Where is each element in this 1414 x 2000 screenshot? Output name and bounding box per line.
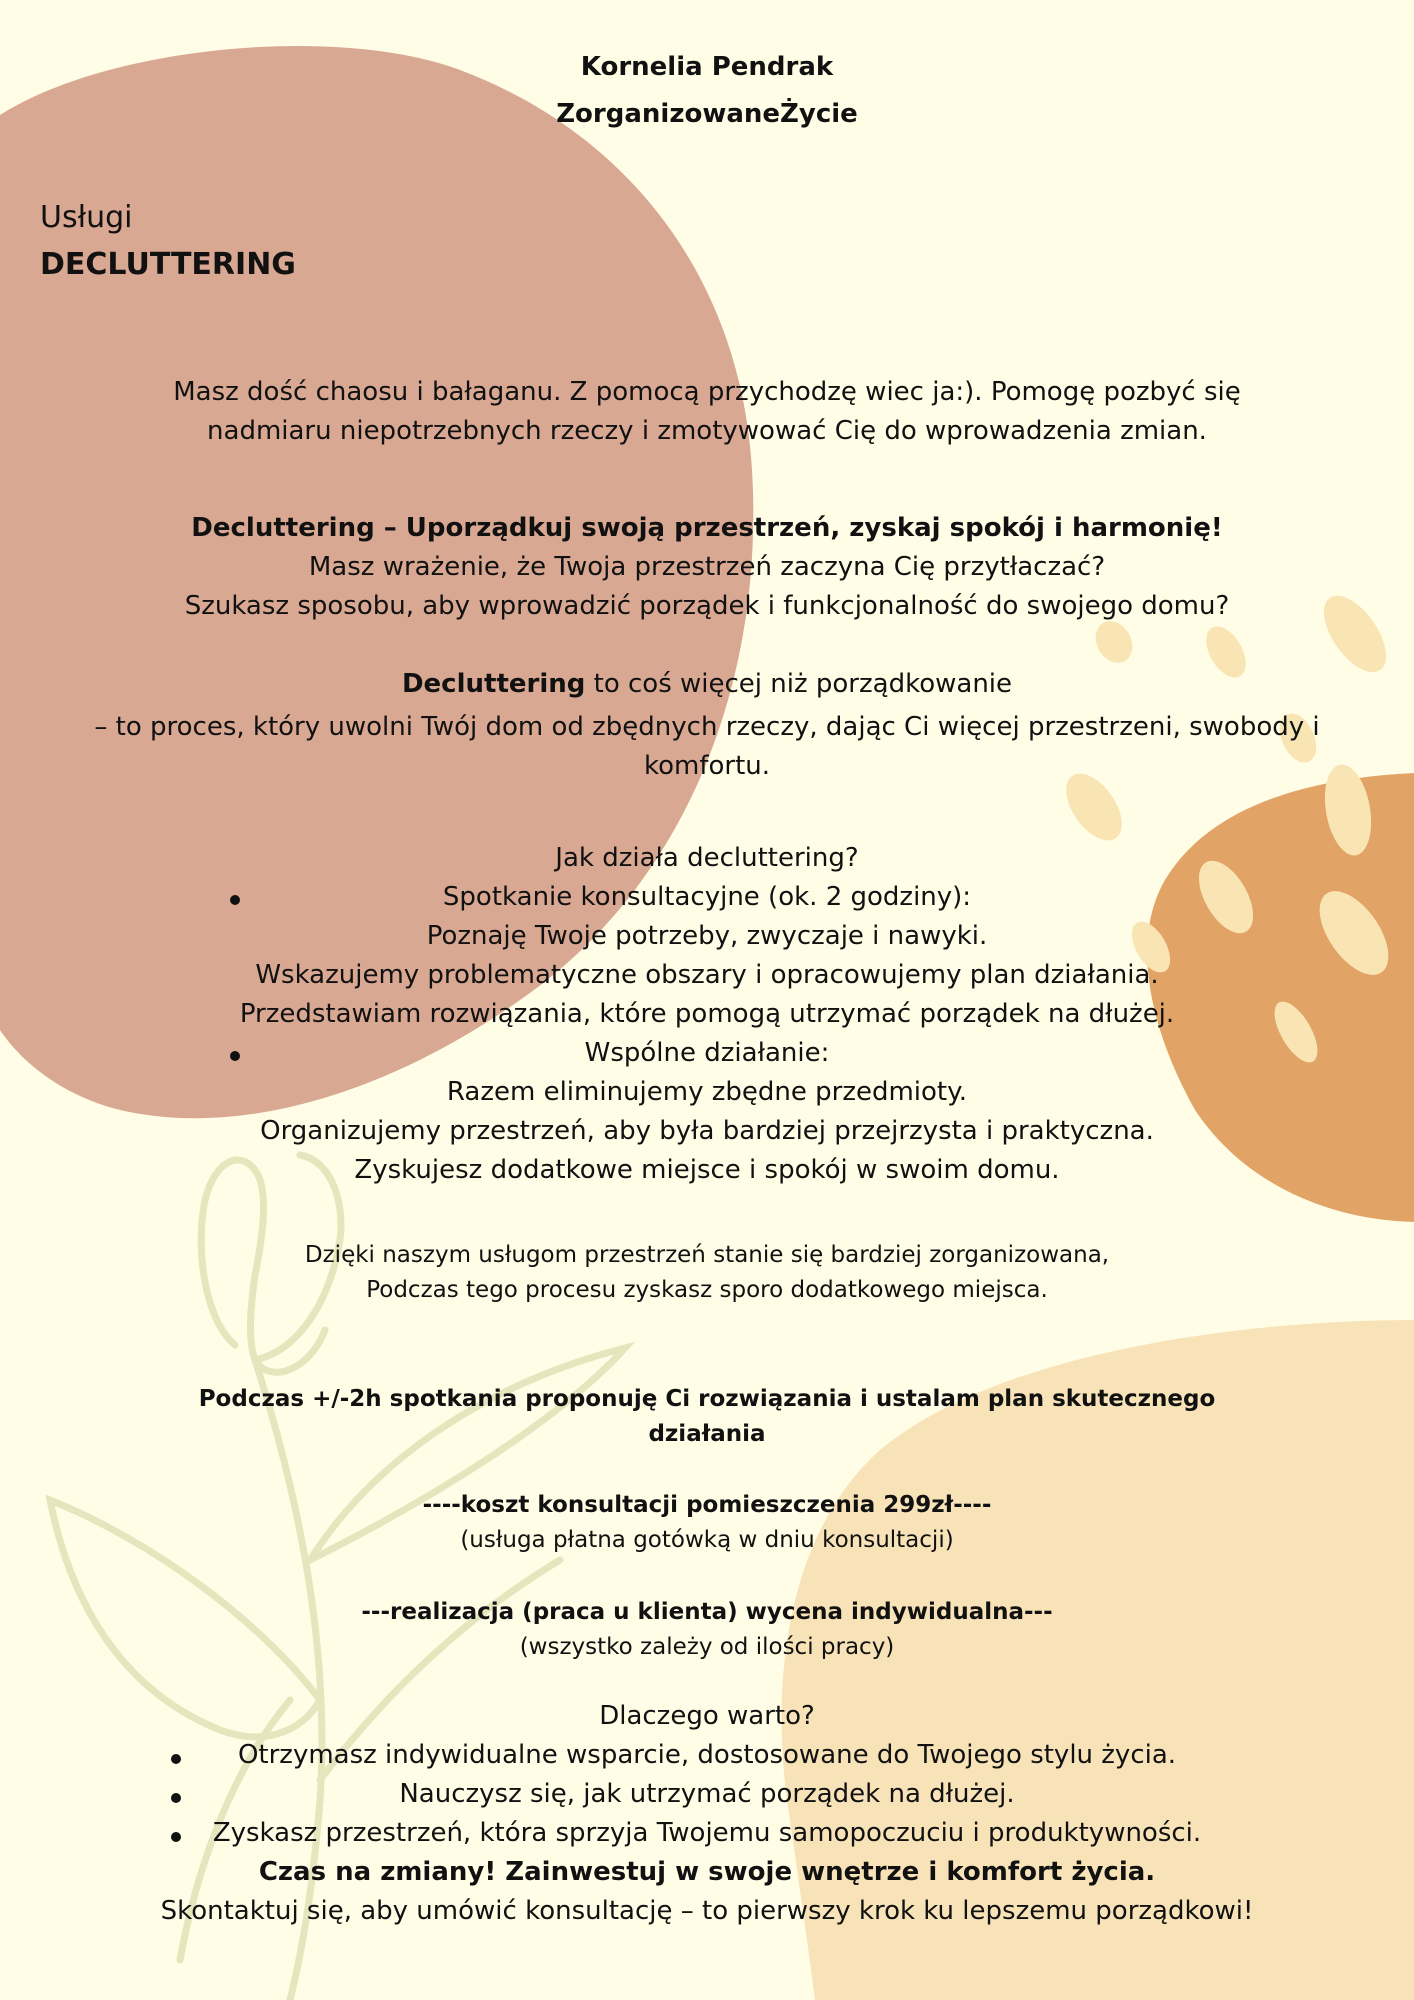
why-item: Otrzymasz indywidualne wsparcie, dostosowane do Twojego stylu życia. xyxy=(237,1740,1177,1770)
author-name: Kornelia Pendrak xyxy=(580,52,834,82)
headline-line-2: Szukasz sposobu, aby wprowadzić porządek i funkcjonalność do swojego domu? xyxy=(184,591,1230,621)
why-item: Nauczysz się, jak utrzymać porządek na dłużej. xyxy=(399,1779,1015,1809)
realization-note: (wszystko zależy od ilości pracy) xyxy=(519,1634,895,1660)
consultation-price: ----koszt konsultacji pomieszczenia 299zł---- xyxy=(422,1492,992,1518)
intro-line-1: Masz dość chaosu i bałaganu. Z pomocą przychodzę wiec ja:). Pomogę pozbyć się xyxy=(173,377,1241,407)
offer-line-1: Podczas +/-2h spotkania proponuję Ci rozwiązania i ustalam plan skutecznego xyxy=(198,1386,1216,1412)
service-title: DECLUTTERING xyxy=(40,247,296,282)
benefit-line-1: Dzięki naszym usługom przestrzeń stanie się bardziej zorganizowana, xyxy=(304,1242,1110,1268)
step1-line: Przedstawiam rozwiązania, które pomogą utrzymać porządek na dłużej. xyxy=(239,999,1175,1029)
why-heading: Dlaczego warto? xyxy=(599,1701,815,1731)
price-note: (usługa płatna gotówką w dniu konsultacji) xyxy=(460,1527,954,1553)
contact-line: Skontaktuj się, aby umówić konsultację – to pierwszy krok ku lepszemu porządkowi! xyxy=(160,1896,1254,1926)
brand-name: ZorganizowaneŻycie xyxy=(556,99,858,129)
why-item: Zyskasz przestrzeń, która sprzyja Twojemu samopoczuciu i produktywności. xyxy=(212,1818,1202,1848)
headline-line-1: Masz wrażenie, że Twoja przestrzeń zaczyna Cię przytłaczać? xyxy=(308,552,1106,582)
realization-price: ---realizacja (praca u klienta) wycena indywidualna--- xyxy=(361,1599,1053,1625)
step1-line: Poznaję Twoje potrzeby, zwyczaje i nawyki. xyxy=(426,921,988,951)
benefit-line-2: Podczas tego procesu zyskasz sporo dodatkowego miejsca. xyxy=(366,1277,1048,1303)
services-label: Usługi xyxy=(40,200,133,235)
definition-line-2: – to proces, który uwolni Twój dom od zbędnych rzeczy, dając Ci więcej przestrzeni, swobody i komfortu. xyxy=(94,712,1320,781)
offer-line-2: działania xyxy=(648,1421,766,1447)
step1-title: Spotkanie konsultacyjne (ok. 2 godziny): xyxy=(442,882,972,912)
call-to-action: Czas na zmiany! Zainwestuj w swoje wnętrze i komfort życia. xyxy=(258,1857,1156,1887)
definition-term: Decluttering xyxy=(401,669,586,699)
step2-title: Wspólne działanie: xyxy=(584,1038,830,1068)
headline-title: Decluttering – Uporządkuj swoją przestrzeń, zyskaj spokój i harmonię! xyxy=(191,513,1223,543)
definition-line-1 xyxy=(0,669,1414,699)
step2-line: Organizujemy przestrzeń, aby była bardziej przejrzysta i praktyczna. xyxy=(260,1116,1154,1146)
intro-line-2: nadmiaru niepotrzebnych rzeczy i zmotywować Cię do wprowadzenia zmian. xyxy=(207,416,1207,446)
step2-line: Razem eliminujemy zbędne przedmioty. xyxy=(446,1077,968,1107)
how-heading: Jak działa decluttering? xyxy=(555,843,859,873)
step1-line: Wskazujemy problematyczne obszary i opracowujemy plan działania. xyxy=(255,960,1159,990)
definition-rest: to coś więcej niż porządkowanie xyxy=(585,669,1013,699)
step2-line: Zyskujesz dodatkowe miejsce i spokój w swoim domu. xyxy=(354,1155,1060,1185)
